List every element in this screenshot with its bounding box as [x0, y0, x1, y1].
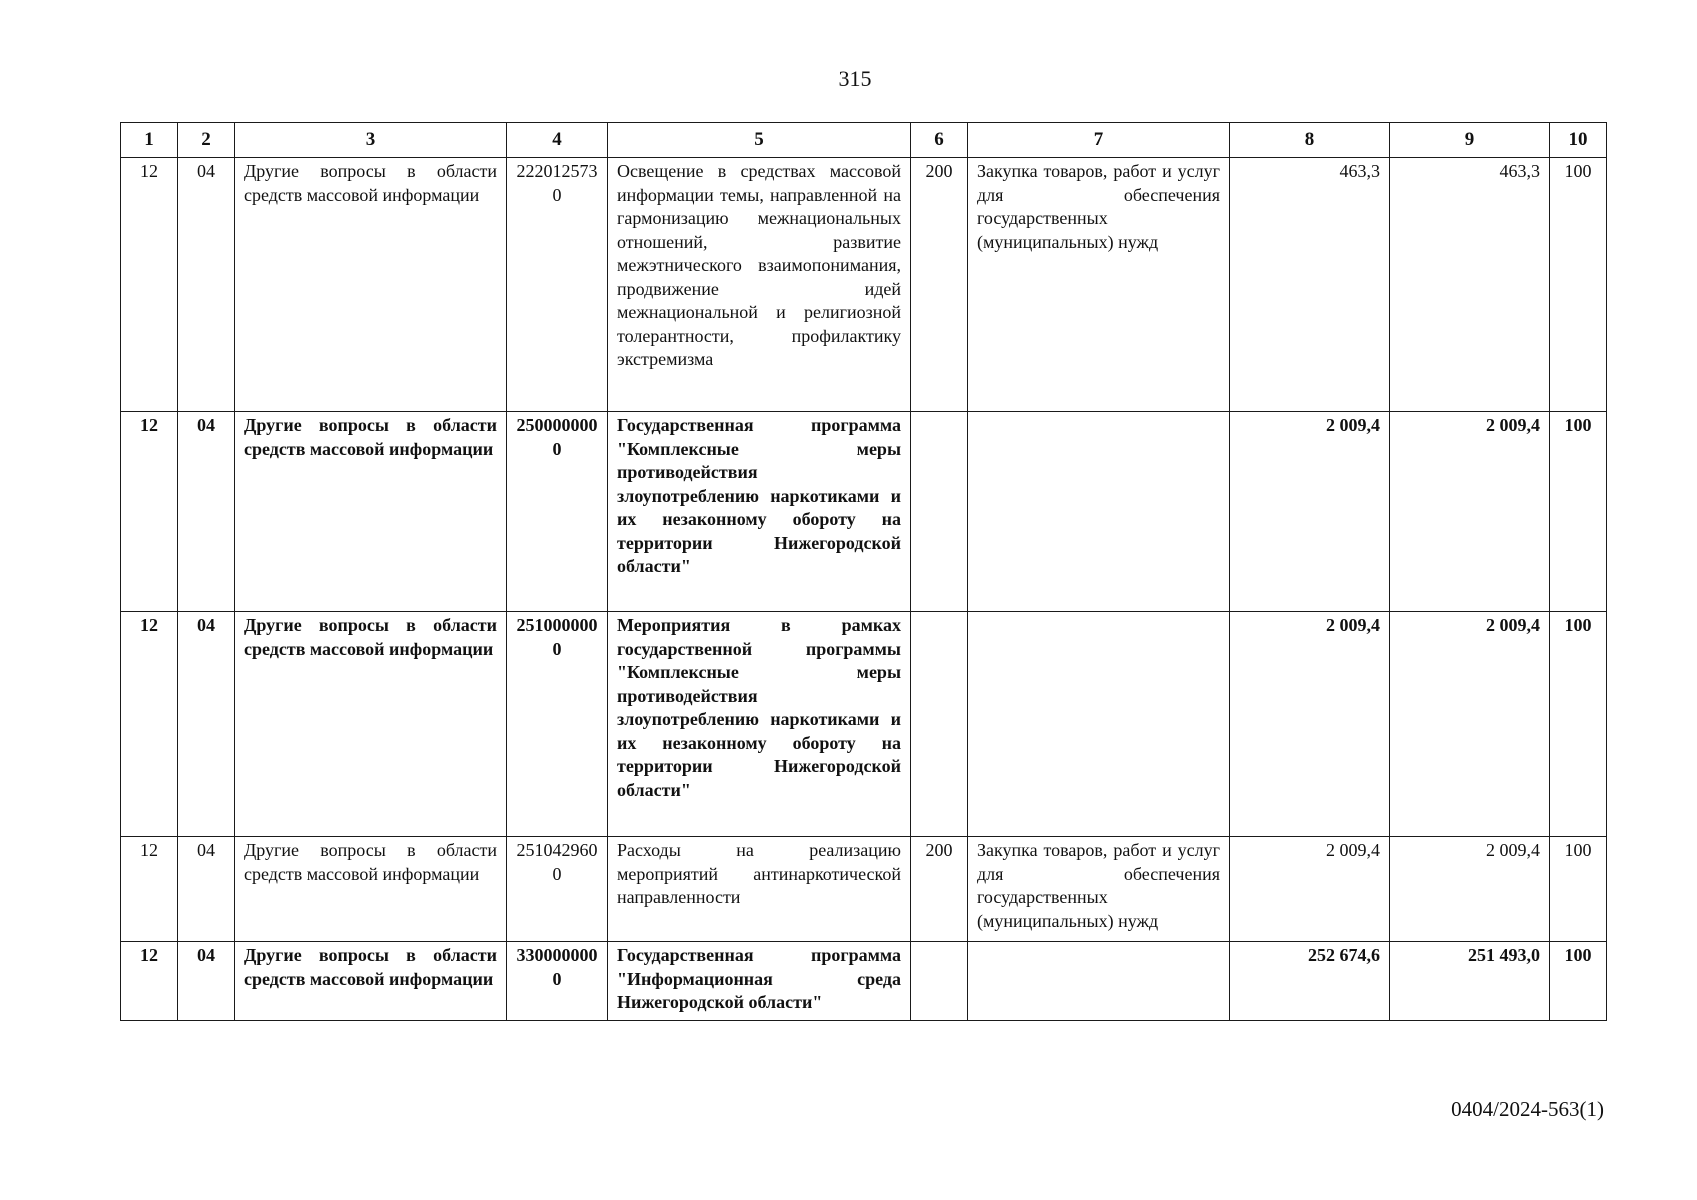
cell-subsection: 04 [178, 942, 235, 1021]
cell-section-name: Другие вопросы в области средств массовой информации [235, 837, 507, 942]
cell-planned: 2 009,4 [1230, 412, 1390, 612]
cell-target-code: 3300000000 [507, 942, 608, 1021]
cell-planned: 463,3 [1230, 158, 1390, 412]
cell-expense-name [968, 612, 1230, 837]
cell-section-name: Другие вопросы в области средств массовой информации [235, 612, 507, 837]
cell-target-code: 2500000000 [507, 412, 608, 612]
cell-section-name: Другие вопросы в области средств массовой информации [235, 158, 507, 412]
cell-expense-name [968, 412, 1230, 612]
header-col-2: 2 [178, 123, 235, 158]
table-body [121, 158, 1607, 1021]
cell-section-name: Другие вопросы в области средств массовой информации [235, 412, 507, 612]
cell-expense-type [911, 942, 968, 1021]
table-row [121, 612, 1607, 837]
cell-target-code: 2220125730 [507, 158, 608, 412]
cell-section-name: Другие вопросы в области средств массовой информации [235, 942, 507, 1021]
cell-subsection: 04 [178, 412, 235, 612]
page-number: 315 [838, 66, 872, 91]
cell-subsection: 04 [178, 837, 235, 942]
cell-expense-name: Закупка товаров, работ и услуг для обеспечения государственных (муниципальных) нужд [968, 837, 1230, 942]
cell-subsection: 04 [178, 158, 235, 412]
cell-target-code: 2510429600 [507, 837, 608, 942]
cell-expense-type [911, 412, 968, 612]
cell-executed: 2 009,4 [1390, 412, 1550, 612]
cell-section: 12 [121, 412, 178, 612]
cell-section: 12 [121, 158, 178, 412]
table-row [121, 158, 1607, 412]
cell-executed: 2 009,4 [1390, 612, 1550, 837]
table-row [121, 412, 1607, 612]
cell-percent: 100 [1550, 837, 1607, 942]
cell-expense-name [968, 942, 1230, 1021]
cell-section: 12 [121, 612, 178, 837]
cell-planned: 2 009,4 [1230, 837, 1390, 942]
cell-percent: 100 [1550, 158, 1607, 412]
cell-subsection: 04 [178, 612, 235, 837]
cell-planned: 2 009,4 [1230, 612, 1390, 837]
header-col-4: 4 [507, 123, 608, 158]
cell-expense-type: 200 [911, 837, 968, 942]
header-row [121, 123, 1607, 158]
header-col-10: 10 [1550, 123, 1607, 158]
cell-target-name: Государственная программа "Информационная среда Нижегородской области" [608, 942, 911, 1021]
document-code: 0404/2024-563(1) [1451, 1097, 1604, 1121]
cell-executed: 2 009,4 [1390, 837, 1550, 942]
header-col-9: 9 [1390, 123, 1550, 158]
header-col-1: 1 [121, 123, 178, 158]
header-col-3: 3 [235, 123, 507, 158]
cell-target-code: 2510000000 [507, 612, 608, 837]
table-row [121, 942, 1607, 1021]
cell-percent: 100 [1550, 412, 1607, 612]
cell-percent: 100 [1550, 942, 1607, 1021]
header-col-6: 6 [911, 123, 968, 158]
cell-target-name: Мероприятия в рамках государственной программы "Комплексные меры противодействия злоупотреблению наркотиками и их незаконному обороту на территории Нижегородской области" [608, 612, 911, 837]
header-col-5: 5 [608, 123, 911, 158]
cell-expense-type [911, 612, 968, 837]
budget-table [120, 122, 1607, 1021]
cell-target-name: Освещение в средствах массовой информации темы, направленной на гармонизацию межнациональных отношений, развитие межэтнического взаимопонимания, продвижение идей межнациональной и религиозной толерантности, профилактику экстремизма [608, 158, 911, 412]
cell-executed: 463,3 [1390, 158, 1550, 412]
header-col-7: 7 [968, 123, 1230, 158]
cell-expense-name: Закупка товаров, работ и услуг для обеспечения государственных (муниципальных) нужд [968, 158, 1230, 412]
table-header [121, 123, 1607, 158]
cell-percent: 100 [1550, 612, 1607, 837]
cell-planned: 252 674,6 [1230, 942, 1390, 1021]
cell-target-name: Государственная программа "Комплексные меры противодействия злоупотреблению наркотиками и их незаконному обороту на территории Нижегородской области" [608, 412, 911, 612]
cell-section: 12 [121, 837, 178, 942]
cell-section: 12 [121, 942, 178, 1021]
cell-executed: 251 493,0 [1390, 942, 1550, 1021]
cell-expense-type: 200 [911, 158, 968, 412]
cell-target-name: Расходы на реализацию мероприятий антинаркотической направленности [608, 837, 911, 942]
table-row [121, 837, 1607, 942]
header-col-8: 8 [1230, 123, 1390, 158]
